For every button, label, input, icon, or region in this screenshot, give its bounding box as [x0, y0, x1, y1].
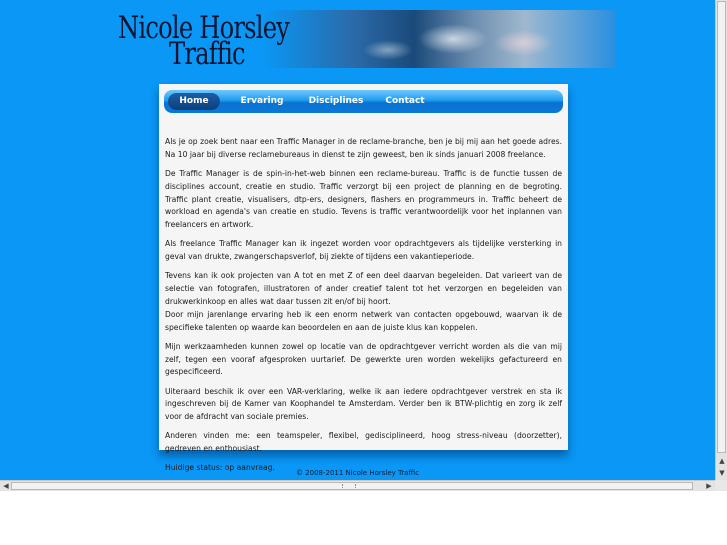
projects-paragraph: Tevens kan ik ook projecten van A tot en met Z of een deel daarvan begeleiden. Dat varieert van de selectie van fotografen, illustratoren of ander creatief talent tot het verzorgen en begeleiden van drukwerkinkoop en alles wat daar tussen zit en/of bij hoort.: [165, 271, 562, 306]
nav-ervaring[interactable]: Ervaring: [240, 96, 284, 106]
main-nav: [164, 90, 563, 113]
role-paragraph: De Traffic Manager is de spin-in-het-web binnen een reclame-bureau. Traffic is de functie tussen de disciplines account, creatie en studio. Traffic verzorgt bij een project de planning en de begroting. Traffic plant creatie, visualisers, dtp-ers, designers, flashers en programmeurs in. Traffic beheert de workload en agenda's van creatie en studio. Tevens is traffic verantwoordelijk voor het inplannen van freelancers en artwork.: [165, 168, 562, 230]
status-paragraph: Huidige status: op aanvraag.: [165, 463, 275, 473]
main-text: [165, 136, 562, 480]
work-paragraph: Mijn werkzaamheden kunnen zowel op locatie van de opdrachtgever verricht worden als die van mij zelf, tegen een vooraf afgesproken uurtarief. De gewerkte uren worden wekelijks gefactureerd en gespecificeerd.: [165, 341, 562, 377]
intro-paragraph: Als je op zoek bent naar een Traffic Manager in de reclame-branche, ben je bij mij aan het goede adres. Na 10 jaar bij diverse reclamebureaus in dienst te zijn geweest, ben ik sinds januari 2008 freelance.: [165, 137, 562, 159]
nav-home[interactable]: Home: [168, 93, 220, 110]
header-photo-light: [493, 30, 553, 56]
vertical-scroll-thumb[interactable]: [717, 1, 726, 453]
horizontal-scroll-thumb[interactable]: [11, 482, 693, 490]
scrollbar-corner: [715, 480, 727, 491]
horizontal-scrollbar[interactable]: [0, 480, 715, 491]
header-photo-light: [363, 40, 413, 60]
network-paragraph: Door mijn jarenlange ervaring heb ik een enorm netwerk van contacten opgebouwd, waarvan ik de specifieke talenten op waarde kan beoordelen en aan de juiste klus kan koppelen.: [165, 309, 562, 332]
nav-contact[interactable]: Contact: [385, 96, 425, 106]
nav-disciplines[interactable]: Disciplines: [308, 96, 364, 106]
vertical-scrollbar[interactable]: [715, 0, 727, 480]
registration-paragraph: Uiteraard beschik ik over een VAR-verklaring, welke ik aan iedere opdrachtgever verstrek en sta ik ingeschreven bij de Kamer van Koophandel te Amsterdam. Verder ben ik BTW-plichtig en zorg ik zelf voor de afdracht van sociale premies.: [165, 386, 562, 422]
freelance-paragraph: Als freelance Traffic Manager kan ik ingezet worden voor opdrachtgevers als tijdelijke versterking in geval van drukte, zwangerschapsverlof, bij ziekte of tijdens een vakantieperiode.: [165, 239, 562, 262]
arrow-down-icon[interactable]: ▼: [719, 469, 725, 477]
footer-copyright: © 2008-2011 Nicole Horsley Traffic: [295, 469, 420, 477]
logo-title-line1: Nicole Horsley: [118, 10, 290, 46]
qualities-paragraph: Anderen vinden me: een teamspeler, flexibel, gedisciplineerd, hoog stress-niveau (doorzetter), gedreven en enthousiast.: [165, 431, 562, 454]
grip-icon: [342, 484, 356, 488]
site-header: [113, 10, 615, 68]
arrow-right-icon[interactable]: ▶: [706, 482, 712, 490]
arrow-left-icon[interactable]: ◀: [3, 482, 9, 490]
header-photo-light: [418, 24, 488, 54]
arrow-up-icon[interactable]: ▲: [719, 457, 725, 465]
logo-title-line2: Traffic: [169, 36, 245, 68]
